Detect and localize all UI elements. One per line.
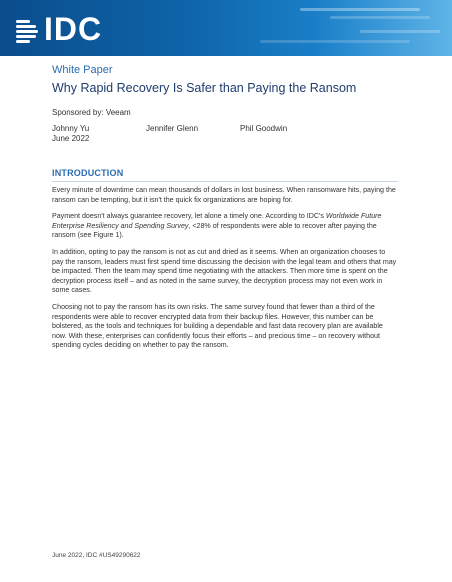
logo-text: IDC (44, 11, 103, 47)
paragraph: Every minute of downtime can mean thousands of dollars in lost business. When ransomware hits, paying the ransom can be tempting, but it isn't the quick fix organizations are hoping for. (52, 186, 396, 204)
footer-citation: June 2022, IDC #US49290622 (52, 552, 141, 559)
survey-citation: Worldwide Future Enterprise Resiliency and Spending Survey (52, 212, 382, 230)
paragraph: In addition, opting to pay the ransom is not as cut and dried as it seems. When an organization chooses to pay the ransom, leaders must first spend time discussing the decision with the legal team and others that may be impacted. Then the team may spend time negotiating with the attackers. Then more time is spent on the decryption process itself – and as noted in the same survey, the decryption process may not even work in some cases. (52, 247, 397, 295)
header-banner (0, 0, 452, 56)
author-name: Johnny Yu (52, 124, 90, 133)
logo-lines-icon (14, 14, 40, 44)
author-name: Jennifer Glenn (146, 124, 199, 133)
paragraph-text: Payment doesn't always guarantee recovery, let alone a timely one. According to IDC's (52, 212, 326, 221)
author-name: Phil Goodwin (240, 124, 288, 133)
document-type: White Paper (52, 64, 113, 76)
section-heading: INTRODUCTION (52, 168, 124, 178)
publication-date: June 2022 (52, 134, 90, 143)
sponsor-line: Sponsored by: Veeam (52, 108, 131, 117)
body-text (52, 186, 398, 358)
paragraph: Choosing not to pay the ransom has its own risks. The same survey found that fewer than a third of the respondents were able to recover encrypted data from their backup files. However, this number can be bolstered, as the tools and techniques for building a dependable and fast data recovery plan are available now. With these, enterprises can confidently focus their efforts – and precious time – on recovery without spending cycles deciding on whether to pay the ransom. (52, 302, 383, 350)
authors-row (52, 124, 412, 134)
idc-logo (14, 13, 102, 45)
paragraph (52, 212, 398, 241)
section-divider (52, 181, 398, 182)
document-title: Why Rapid Recovery Is Safer than Paying the Ransom (52, 81, 357, 95)
paragraph-text: , <28% of respondents were able to recover after paying the ransom (see Figure 1). (52, 221, 377, 240)
